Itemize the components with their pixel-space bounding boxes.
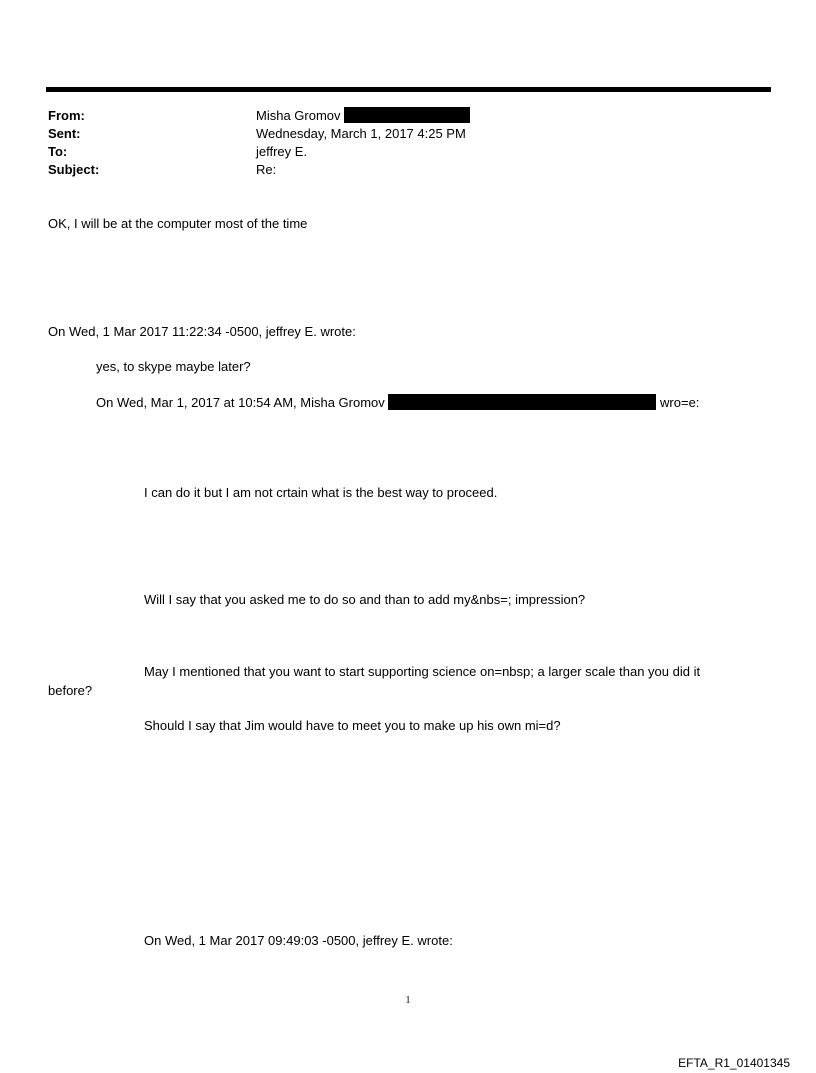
subject-label: Subject: (48, 162, 100, 177)
quote2-attribution-end: wro=e: (660, 395, 700, 410)
header-rule (46, 87, 771, 92)
reply-text: OK, I will be at the computer most of the time (48, 216, 308, 231)
page-number: 1 (405, 995, 411, 1006)
paragraph-1: I can do it but I am not crtain what is the best way to proceed. (144, 485, 498, 500)
redaction-bar (344, 107, 470, 123)
sent-label: Sent: (48, 126, 81, 141)
quote1-attribution: On Wed, 1 Mar 2017 11:22:34 -0500, jeffrey E. wrote: (48, 324, 356, 339)
paragraph-4: Should I say that Jim would have to meet you to make up his own mi=d? (144, 718, 561, 733)
to-label: To: (48, 144, 68, 159)
to-value: jeffrey E. (256, 144, 308, 159)
quote2-attribution (96, 394, 699, 412)
subject-value: Re: (256, 162, 277, 177)
document-id: EFTA_R1_01401345 (678, 1056, 790, 1070)
sent-value: Wednesday, March 1, 2017 4:25 PM (256, 126, 466, 141)
quote1-text: yes, to skype maybe later? (96, 359, 251, 374)
from-name: Misha Gromov (256, 108, 341, 123)
paragraph-2: Will I say that you asked me to do so and than to add my&nbs=; impression? (144, 592, 586, 607)
redaction-bar (388, 394, 656, 410)
paragraph-3-line-2: before? (48, 683, 93, 698)
quote2-attribution-start: On Wed, Mar 1, 2017 at 10:54 AM, Misha Gromov (96, 395, 385, 410)
paragraph-3-line-1: May I mentioned that you want to start supporting science on=nbsp; a larger scale than you did it (144, 664, 701, 679)
from-value (256, 107, 470, 125)
quote3-attribution: On Wed, 1 Mar 2017 09:49:03 -0500, jeffrey E. wrote: (144, 933, 453, 948)
from-label: From: (48, 108, 85, 123)
